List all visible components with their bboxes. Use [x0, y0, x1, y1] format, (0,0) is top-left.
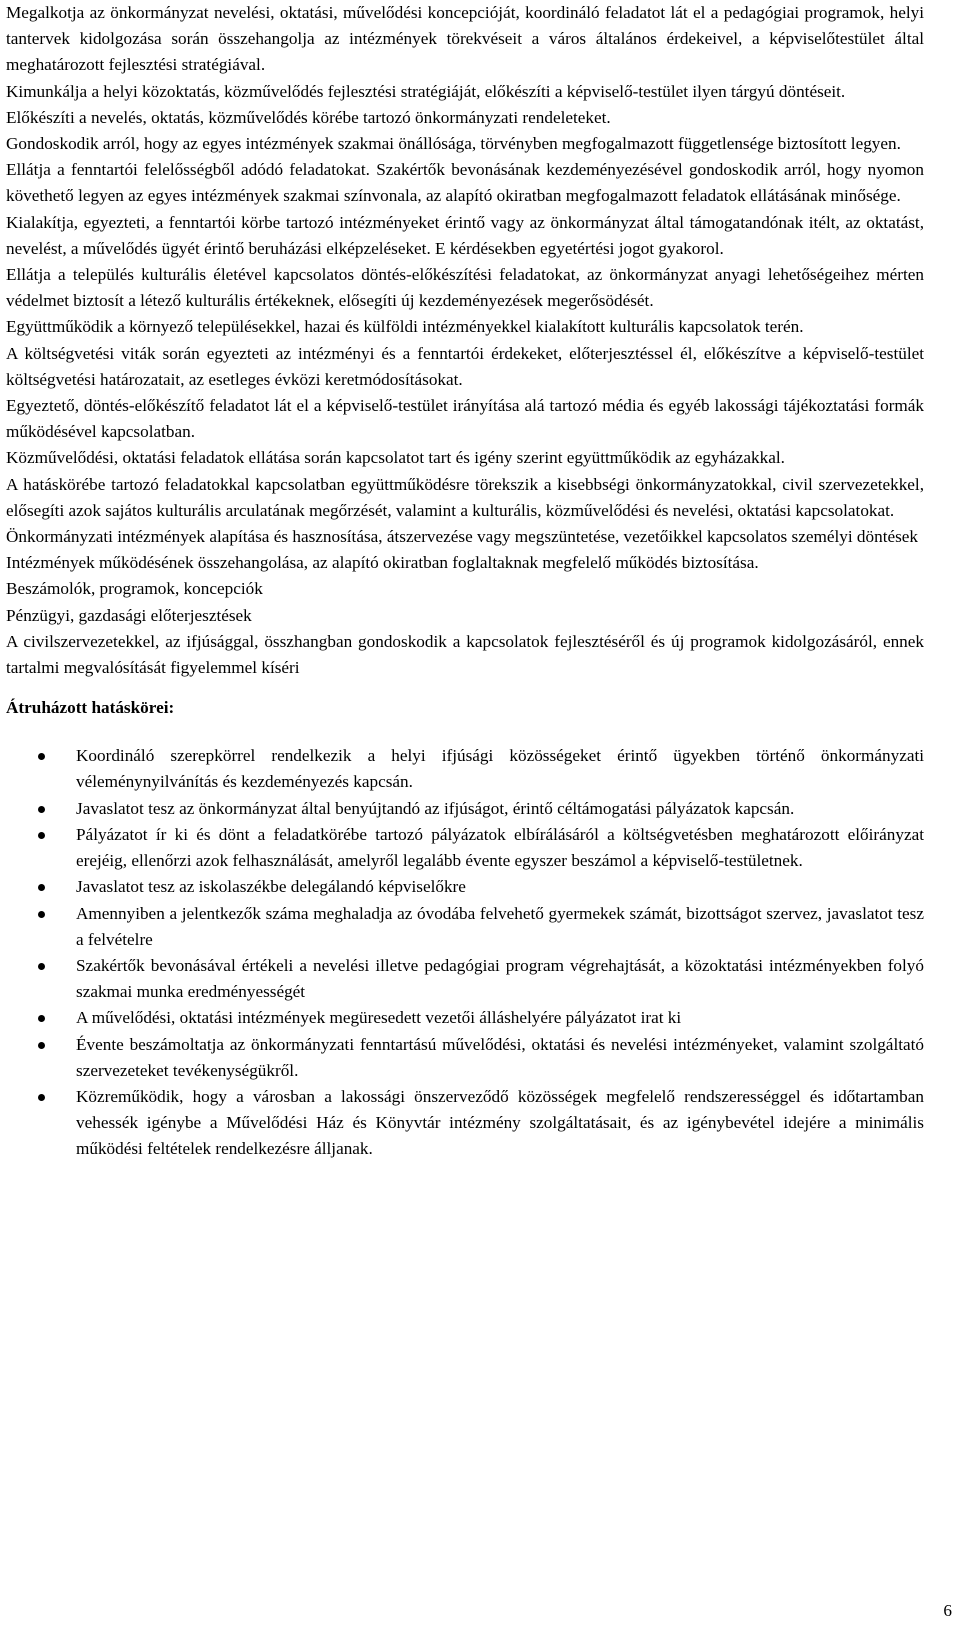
- paragraph: Együttműködik a környező településekkel, hazai és külföldi intézményekkel kialakított kulturális kapcsolatok terén.: [6, 317, 804, 337]
- page-number: 6: [943, 1601, 952, 1620]
- paragraph: Egyeztető, döntés-előkészítő feladatot lát el a képviselő-testület irányítása alá tartozó média és egyéb lakossági tájékoztatási formák működésével kapcsolatban.: [6, 396, 924, 442]
- paragraph: Ellátja a település kulturális életével kapcsolatos döntés-előkészítési feladatokat, az önkormányzat anyagi lehetőségeihez mérten védelmet biztosít a létező kulturális értékeknek, elősegíti új kezdeményezések megerősödését.: [6, 265, 924, 311]
- list-item-text: Koordináló szerepkörrel rendelkezik a helyi ifjúsági közösségeket érintő ügyekben történő önkormányzati véleménynyilvánítás és kezdeményezés kapcsán.: [76, 746, 924, 792]
- document-page: [6, 0, 924, 1163]
- paragraph: Gondoskodik arról, hogy az egyes intézmények szakmai önállósága, törvényben megfogalmazott függetlensége biztosított legyen.: [6, 134, 901, 154]
- spacer: [6, 721, 924, 743]
- list-item: [6, 796, 924, 822]
- bullet-icon: [38, 1015, 45, 1022]
- list-item-text: Évente beszámoltatja az önkormányzati fenntartású művelődési, oktatási és nevelési intézményeket, valamint szolgáltató szervezeteket tevékenységükről.: [76, 1034, 924, 1080]
- paragraph: Ellátja a fenntartói felelősségből adódó feladatokat. Szakértők bevonásának kezdeményezésével gondoskodik arról, hogy nyomon követhető legyen az egyes intézmények szakmai színvonala, az alapító okiratban megfogalmazott feladatok ellátásának minősége.: [6, 160, 924, 206]
- list-item: [6, 822, 924, 874]
- paragraph: Kimunkálja a helyi közoktatás, közművelődés fejlesztési stratégiáját, előkészíti a képviselő-testület ilyen tárgyú döntéseit.: [6, 81, 846, 101]
- paragraph: Előkészíti a nevelés, oktatás, közművelődés körébe tartozó önkormányzati rendeleteket.: [6, 107, 611, 127]
- paragraph: Közművelődési, oktatási feladatok ellátása során kapcsolatot tart és igény szerint együttműködik az egyházakkal.: [6, 448, 785, 468]
- bullet-icon: [38, 1042, 45, 1049]
- paragraph: A hatáskörébe tartozó feladatokkal kapcsolatban együttműködésre törekszik a kisebbségi önkormányzatokkal, civil szervezetekkel, elősegíti azok sajátos kulturális arculatának megőrzését, valamint a kulturális, közművelődési és nevelési, oktatási kapcsolatokat.: [6, 474, 924, 520]
- section-heading: Átruházott hatáskörei:: [6, 698, 175, 718]
- list-item: [6, 1005, 924, 1031]
- list-item-text: Javaslatot tesz az önkormányzat által benyújtandó az ifjúságot, érintő céltámogatási pályázatok kapcsán.: [76, 798, 795, 818]
- bullet-icon: [38, 884, 45, 891]
- paragraph: A civilszervezetekkel, az ifjúsággal, összhangban gondoskodik a kapcsolatok fejlesztéséről és új programok kidolgozásáról, ennek tartalmi megvalósítását figyelemmel kíséri: [6, 631, 924, 678]
- bullet-icon: [38, 806, 45, 813]
- list-item-text: Szakértők bevonásával értékeli a nevelési illetve pedagógiai program végrehajtását, a közoktatási intézményekben folyó szakmai munka eredményességét: [76, 955, 924, 1002]
- bullet-list: [6, 743, 924, 1162]
- list-item: [6, 743, 924, 795]
- paragraph: Pénzügyi, gazdasági előterjesztések: [6, 605, 252, 625]
- bullet-icon: [38, 1094, 45, 1101]
- list-item: [6, 901, 924, 953]
- paragraph: Önkormányzati intézmények alapítása és hasznosítása, átszervezése vagy megszüntetése, vezetőikkel kapcsolatos személyi döntések: [6, 527, 919, 547]
- paragraph: Kialakítja, egyezteti, a fenntartói körbe tartozó intézményeket érintő vagy az önkormányzat által támogatandónak itélt, az oktatást, nevelést, a művelődés ügyét érintő beruházási elképzeléseket. E kérdésekben egyetértési jogot gyakorol.: [6, 212, 924, 258]
- list-item-text: Javaslatot tesz az iskolaszékbe delegálandó képviselőkre: [76, 877, 466, 897]
- bullet-icon: [38, 963, 45, 970]
- list-item: [6, 1032, 924, 1084]
- list-item-text: A művelődési, oktatási intézmények megüresedett vezetői álláshelyére pályázatot irat ki: [76, 1008, 682, 1028]
- paragraph: A költségvetési viták során egyezteti az intézményi és a fenntartói érdekeket, előterjesztéssel él, előkészítve a képviselő-testület költségvetési határozatait, az esetleges évközi keretmódosításokat.: [6, 343, 924, 389]
- spacer: [6, 681, 924, 695]
- list-item-text: Pályázatot ír ki és dönt a feladatkörébe tartozó pályázatok elbírálásáról a költségvetésben meghatározott előirányzat erejéig, ellenőrzi azok felhasználását, amelyről legalább évente egyszer beszámol a képviselő-testületnek.: [76, 824, 924, 871]
- list-item: [6, 1084, 924, 1163]
- paragraph: Megalkotja az önkormányzat nevelési, oktatási, művelődési koncepcióját, koordináló feladatot lát el a pedagógiai programok, helyi tantervek kidolgozása során összehangolja az intézmények törekvéseit a város általános érdekeivel, a képviselőtestület által meghatározott fejlesztési stratégiával.: [6, 3, 924, 75]
- list-item-text: Amennyiben a jelentkezők száma meghaladja az óvodába felvehető gyermekek számát, bizottságot szervez, javaslatot tesz a felvételre: [76, 903, 924, 949]
- bullet-icon: [38, 753, 45, 760]
- list-item-text: Közreműködik, hogy a városban a lakossági önszerveződő közösségek megfelelő rendszerességgel és időtartamban vehessék igénybe a Művelődési Ház és Könyvtár intézmény szolgáltatásait, és az igénybevétel idejére a minimális működési feltételek rendelkezésre álljanak.: [76, 1086, 924, 1159]
- bullet-icon: [38, 911, 45, 918]
- bullet-icon: [38, 832, 45, 839]
- paragraph: Beszámolók, programok, koncepciók: [6, 579, 263, 599]
- list-item: [6, 874, 924, 900]
- list-item: [6, 953, 924, 1005]
- paragraph: Intézmények működésének összehangolása, az alapító okiratban foglaltaknak megfelelő működés biztosítása.: [6, 553, 759, 573]
